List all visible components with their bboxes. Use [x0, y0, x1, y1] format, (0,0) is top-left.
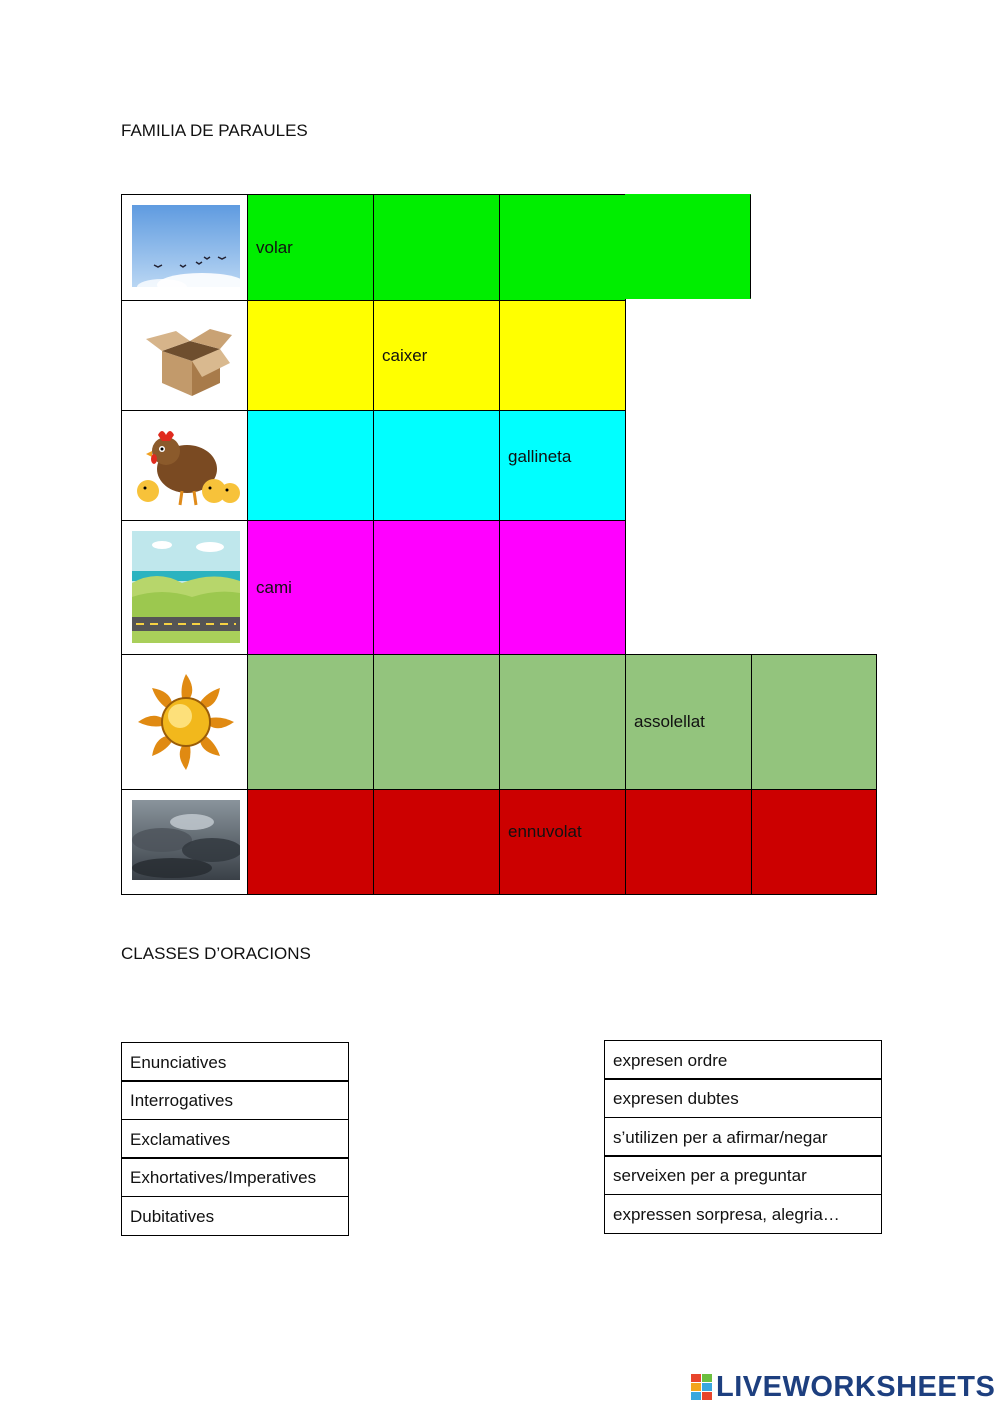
description-item[interactable]: expressen sorpresa, alegria…: [604, 1194, 882, 1234]
word-label: cami: [256, 577, 292, 597]
word-cell[interactable]: [499, 789, 626, 895]
word-cell[interactable]: [499, 300, 626, 411]
word-label: assolellat: [634, 712, 705, 731]
sentence-type-item[interactable]: Dubitatives: [121, 1196, 349, 1236]
word-cell[interactable]: [625, 654, 752, 790]
word-cell[interactable]: [247, 520, 374, 655]
sentence-type-item[interactable]: Exclamatives: [121, 1119, 349, 1159]
classes-oracions-title: CLASSES D’ORACIONS: [121, 944, 311, 963]
road-landscape-icon: [132, 531, 240, 643]
picture-sun: [121, 654, 248, 790]
word-cell[interactable]: [373, 654, 500, 790]
sky-birds-icon: [132, 205, 240, 287]
sentence-type-item[interactable]: Enunciatives: [121, 1042, 349, 1082]
word-cell[interactable]: [247, 410, 374, 521]
picture-hen-chicks: [121, 410, 248, 521]
descriptions-list: [604, 1041, 882, 1234]
word-cell[interactable]: [247, 300, 374, 411]
word-cell[interactable]: [247, 654, 374, 790]
word-label: volar: [256, 237, 293, 257]
word-cell[interactable]: [247, 194, 374, 301]
word-cell[interactable]: [373, 194, 500, 301]
sentence-types-list: [121, 1043, 349, 1236]
description-item[interactable]: serveixen per a preguntar: [604, 1155, 882, 1195]
hen-with-chicks-icon: [132, 421, 240, 513]
picture-cloudy-sky: [121, 789, 248, 895]
word-cell[interactable]: [499, 194, 626, 301]
word-cell[interactable]: [373, 300, 500, 411]
picture-sky-birds: [121, 194, 248, 301]
sentence-type-item[interactable]: Exhortatives/Imperatives: [121, 1157, 349, 1197]
liveworksheets-logo-text: LIVEWORKSHEETS: [716, 1370, 996, 1403]
word-cell[interactable]: [499, 520, 626, 655]
liveworksheets-logo-icon: [691, 1374, 713, 1400]
word-cell[interactable]: [751, 789, 877, 895]
sun-icon: [132, 665, 240, 779]
description-item[interactable]: expresen dubtes: [604, 1078, 882, 1118]
liveworksheets-logo: [691, 1372, 995, 1402]
picture-cardboard-box: [121, 300, 248, 411]
word-cell[interactable]: [625, 194, 751, 299]
word-label: caixer: [382, 345, 428, 365]
familia-de-paraules-title: FAMILIA DE PARAULES: [121, 121, 308, 140]
cardboard-box-icon: [132, 311, 240, 399]
description-item[interactable]: s’utilizen per a afirmar/negar: [604, 1117, 882, 1157]
word-label: gallineta: [508, 446, 572, 466]
cloudy-sky-icon: [132, 800, 240, 880]
word-cell[interactable]: [751, 654, 877, 790]
word-cell[interactable]: [373, 789, 500, 895]
word-label: ennuvolat: [508, 821, 582, 841]
description-item[interactable]: expresen ordre: [604, 1040, 882, 1080]
sentence-type-item[interactable]: Interrogatives: [121, 1080, 349, 1120]
word-cell[interactable]: [247, 789, 374, 895]
word-cell[interactable]: [373, 520, 500, 655]
word-cell[interactable]: [373, 410, 500, 521]
word-cell[interactable]: [625, 789, 752, 895]
word-cell[interactable]: [499, 654, 626, 790]
word-cell[interactable]: [499, 410, 626, 521]
picture-road-landscape: [121, 520, 248, 655]
